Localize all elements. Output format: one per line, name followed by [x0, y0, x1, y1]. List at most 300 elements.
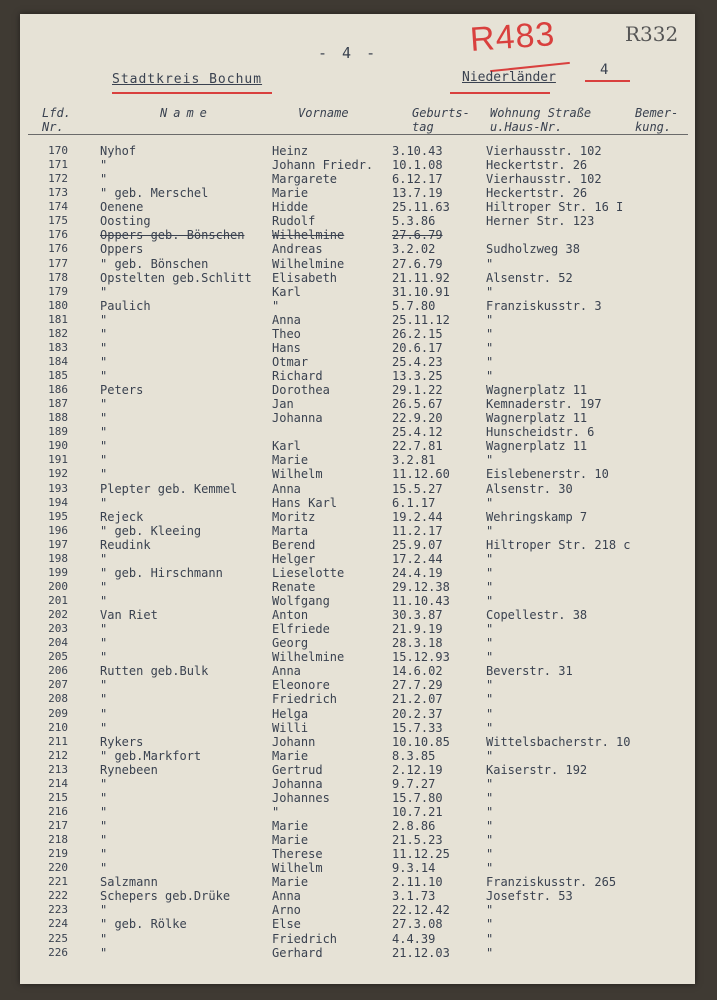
row-name: " — [100, 340, 108, 355]
table-row — [20, 313, 695, 327]
row-first-name: Helga — [272, 706, 309, 721]
row-residence: Kaiserstr. 192 — [486, 762, 588, 777]
row-name: Salzmann — [100, 875, 158, 890]
row-birth-date: 15.7.80 — [392, 790, 443, 805]
row-first-name: Hidde — [272, 200, 309, 215]
row-birth-date: 29.12.38 — [392, 579, 450, 594]
row-residence: Copellestr. 38 — [486, 608, 588, 623]
row-number: 204 — [48, 636, 68, 650]
table-row — [20, 875, 695, 889]
row-residence: " — [486, 776, 494, 791]
row-birth-date: 11.10.43 — [392, 594, 450, 608]
row-birth-date: 10.7.21 — [392, 804, 443, 819]
row-number: 220 — [48, 861, 68, 875]
table-row — [20, 636, 695, 650]
row-number: 171 — [48, 158, 68, 172]
row-birth-date: 6.12.17 — [392, 172, 443, 187]
row-name: " — [100, 650, 108, 665]
row-first-name: Margarete — [272, 172, 338, 187]
table-row — [20, 257, 695, 271]
row-number: 175 — [48, 214, 68, 228]
table-row — [20, 228, 695, 242]
row-number: 206 — [48, 664, 68, 678]
table-row — [20, 833, 695, 847]
row-birth-date: 21.12.03 — [392, 945, 450, 960]
row-name: Oenene — [100, 200, 144, 215]
row-name: " geb. Merschel — [100, 186, 209, 201]
row-first-name: Rudolf — [272, 214, 316, 229]
row-birth-date: 21.9.19 — [392, 622, 443, 637]
register-rows — [20, 144, 695, 960]
row-birth-date: 27.3.08 — [392, 917, 443, 932]
row-name: " geb. Hirschmann — [100, 565, 223, 580]
table-row — [20, 439, 695, 453]
table-row — [20, 917, 695, 931]
row-name: " — [100, 397, 108, 412]
row-birth-date: 28.3.18 — [392, 636, 443, 651]
row-first-name: Richard — [272, 369, 323, 383]
row-number: 225 — [48, 931, 68, 945]
row-number: 212 — [48, 748, 68, 762]
row-birth-date: 26.5.67 — [392, 397, 443, 412]
row-birth-date: 3.2.02 — [392, 242, 436, 257]
row-name: Schepers geb.Drüke — [100, 889, 231, 904]
row-residence: " — [486, 903, 494, 918]
row-name: " — [100, 622, 108, 637]
row-first-name: Marie — [272, 186, 309, 201]
row-first-name: Elfriede — [272, 622, 330, 637]
row-birth-date: 21.11.92 — [392, 270, 450, 285]
column-header-nr: Lfd. Nr. — [42, 106, 71, 134]
table-row — [20, 889, 695, 903]
row-birth-date: 3.10.43 — [392, 144, 443, 158]
row-number: 176 — [48, 242, 68, 256]
row-name: " geb. Rölke — [100, 917, 187, 932]
row-name: Paulich — [100, 298, 151, 313]
row-name: " geb.Markfort — [100, 748, 202, 763]
table-row — [20, 692, 695, 706]
row-residence: " — [486, 622, 494, 637]
row-residence: Wagnerplatz 11 — [486, 411, 588, 426]
table-row — [20, 946, 695, 960]
row-residence: " — [486, 326, 494, 341]
table-row — [20, 664, 695, 678]
row-number: 203 — [48, 622, 68, 636]
row-number: 209 — [48, 706, 68, 720]
archive-reference: R332 — [625, 22, 679, 46]
header-divider — [28, 134, 688, 135]
row-first-name: Gerhard — [272, 945, 323, 960]
table-row — [20, 566, 695, 580]
row-residence: Vierhausstr. 102 — [486, 172, 602, 187]
row-birth-date: 27.6.79 — [392, 228, 443, 243]
row-residence: " — [486, 650, 494, 665]
row-residence: Franziskusstr. 3 — [486, 298, 602, 313]
row-birth-date: 20.6.17 — [392, 340, 443, 355]
table-row — [20, 496, 695, 510]
row-residence: Hiltroper Str. 16 I — [486, 200, 624, 215]
row-birth-date: 25.4.12 — [392, 425, 443, 440]
row-name: " — [100, 439, 108, 454]
row-name: Van Riet — [100, 608, 158, 623]
row-birth-date: 8.3.85 — [392, 748, 436, 763]
table-row — [20, 341, 695, 355]
table-row — [20, 538, 695, 552]
row-name: " — [100, 790, 108, 805]
row-first-name: Helger — [272, 551, 316, 566]
table-row — [20, 678, 695, 692]
row-number: 219 — [48, 847, 68, 861]
row-birth-date: 5.3.86 — [392, 214, 436, 229]
row-residence: Herner Str. 123 — [486, 214, 595, 229]
column-header-first-name: Vorname — [298, 106, 349, 120]
row-first-name: Johann — [272, 734, 316, 749]
row-birth-date: 14.6.02 — [392, 664, 443, 679]
row-birth-date: 27.6.79 — [392, 256, 443, 271]
table-row — [20, 847, 695, 861]
row-residence: " — [486, 636, 494, 651]
row-birth-date: 10.1.08 — [392, 158, 443, 173]
row-name: " geb. Kleeing — [100, 523, 202, 538]
nationality-red-underline — [450, 92, 550, 94]
row-residence: " — [486, 819, 494, 833]
row-residence: " — [486, 340, 494, 355]
row-number: 215 — [48, 790, 68, 804]
row-first-name: Elisabeth — [272, 270, 338, 285]
table-row — [20, 467, 695, 481]
row-first-name: Marie — [272, 819, 309, 833]
row-first-name: " — [272, 804, 280, 819]
row-first-name: Georg — [272, 636, 309, 651]
row-first-name: Hans Karl — [272, 495, 338, 510]
row-name: " — [100, 354, 108, 369]
row-name: " — [100, 326, 108, 341]
row-residence: Heckertstr. 26 — [486, 186, 588, 201]
table-row — [20, 524, 695, 538]
row-first-name: Anna — [272, 664, 301, 679]
row-residence: " — [486, 551, 494, 566]
row-residence: Beverstr. 31 — [486, 664, 573, 679]
row-residence: Eislebenerstr. 10 — [486, 467, 609, 482]
row-first-name: Andreas — [272, 242, 323, 257]
row-residence: " — [486, 720, 494, 735]
row-birth-date: 25.9.07 — [392, 537, 443, 552]
row-birth-date: 25.11.12 — [392, 312, 450, 327]
row-first-name: Anton — [272, 608, 309, 623]
row-residence: " — [486, 354, 494, 369]
row-number: 226 — [48, 945, 68, 959]
column-header-residence: Wohnung Straße u.Haus-Nr. — [490, 106, 592, 134]
row-residence: Sudholzweg 38 — [486, 242, 580, 257]
row-number: 222 — [48, 889, 68, 903]
row-name: Oppers geb. Bönschen — [100, 228, 245, 243]
row-number: 170 — [48, 144, 68, 157]
row-residence: Hunscheidstr. 6 — [486, 425, 595, 440]
row-birth-date: 4.4.39 — [392, 931, 436, 946]
row-birth-date: 20.2.37 — [392, 706, 443, 721]
row-name: Rutten geb.Bulk — [100, 664, 209, 679]
row-number: 183 — [48, 340, 68, 354]
row-first-name: Gertrud — [272, 762, 323, 777]
row-name: " geb. Bönschen — [100, 256, 209, 271]
row-birth-date: 26.2.15 — [392, 326, 443, 341]
row-name: " — [100, 495, 108, 510]
row-name: " — [100, 312, 108, 327]
table-row — [20, 327, 695, 341]
row-birth-date: 13.3.25 — [392, 369, 443, 383]
row-number: 182 — [48, 326, 68, 340]
row-number: 223 — [48, 903, 68, 917]
row-number: 196 — [48, 523, 68, 537]
row-number: 224 — [48, 917, 68, 931]
table-row — [20, 299, 695, 313]
row-number: 195 — [48, 509, 68, 523]
row-residence: " — [486, 678, 494, 693]
table-row — [20, 552, 695, 566]
row-number: 221 — [48, 875, 68, 889]
row-name: " — [100, 411, 108, 426]
row-residence: Wagnerplatz 11 — [486, 383, 588, 398]
row-number: 197 — [48, 537, 68, 551]
row-number: 172 — [48, 172, 68, 186]
row-number: 187 — [48, 397, 68, 411]
row-name: " — [100, 819, 108, 833]
row-name: " — [100, 284, 108, 299]
row-first-name: Johanna — [272, 411, 323, 426]
district-red-underline — [112, 92, 272, 94]
row-birth-date: 24.4.19 — [392, 565, 443, 580]
row-birth-date: 11.12.25 — [392, 847, 450, 862]
row-number: 178 — [48, 270, 68, 284]
table-row — [20, 735, 695, 749]
row-first-name: Karl — [272, 439, 301, 454]
row-name: Rynebeen — [100, 762, 158, 777]
row-birth-date: 29.1.22 — [392, 383, 443, 398]
row-residence: Josefstr. 53 — [486, 889, 573, 904]
row-birth-date: 22.9.20 — [392, 411, 443, 426]
row-name: " — [100, 453, 108, 468]
table-row — [20, 144, 695, 158]
row-number: 216 — [48, 804, 68, 818]
row-birth-date: 2.11.10 — [392, 875, 443, 890]
row-number: 194 — [48, 495, 68, 509]
row-number: 201 — [48, 594, 68, 607]
row-number: 179 — [48, 284, 68, 298]
row-residence: " — [486, 312, 494, 327]
row-residence: Franziskusstr. 265 — [486, 875, 617, 890]
row-residence: " — [486, 495, 494, 510]
nationality-title: Niederländer — [462, 70, 556, 85]
sheet-red-underline — [585, 80, 630, 82]
row-name: Rejeck — [100, 509, 144, 524]
row-first-name: Theo — [272, 326, 301, 341]
row-first-name: Wilhelmine — [272, 228, 345, 243]
page-number: - 4 - — [318, 44, 379, 62]
row-first-name: Wilhelm — [272, 467, 323, 482]
row-birth-date: 10.10.85 — [392, 734, 450, 749]
row-first-name: Lieselotte — [272, 565, 345, 580]
row-first-name: Anna — [272, 312, 301, 327]
row-residence: " — [486, 594, 494, 608]
row-name: " — [100, 945, 108, 960]
row-birth-date: 15.12.93 — [392, 650, 450, 665]
row-first-name: Anna — [272, 889, 301, 904]
row-number: 199 — [48, 565, 68, 579]
row-first-name: Karl — [272, 284, 301, 299]
table-row — [20, 819, 695, 833]
table-row — [20, 861, 695, 875]
row-first-name: Friedrich — [272, 692, 338, 707]
row-residence: " — [486, 453, 494, 468]
row-residence: " — [486, 847, 494, 862]
row-name: Oosting — [100, 214, 151, 229]
table-row — [20, 903, 695, 917]
row-residence: " — [486, 917, 494, 932]
table-row — [20, 355, 695, 369]
table-row — [20, 453, 695, 467]
row-residence: " — [486, 579, 494, 594]
row-residence: " — [486, 790, 494, 805]
row-residence: Vierhausstr. 102 — [486, 144, 602, 158]
table-row — [20, 214, 695, 228]
row-number: 198 — [48, 551, 68, 565]
row-birth-date: 3.2.81 — [392, 453, 436, 468]
row-number: 189 — [48, 425, 68, 439]
table-row — [20, 580, 695, 594]
table-row — [20, 411, 695, 425]
row-first-name: Johannes — [272, 790, 330, 805]
row-birth-date: 30.3.87 — [392, 608, 443, 623]
row-residence: " — [486, 523, 494, 538]
row-residence: " — [486, 284, 494, 299]
row-residence: Wehringskamp 7 — [486, 509, 588, 524]
row-residence: " — [486, 833, 494, 848]
row-name: " — [100, 833, 108, 848]
row-residence: Heckertstr. 26 — [486, 158, 588, 173]
row-first-name: Wilhelmine — [272, 256, 345, 271]
row-first-name: Marie — [272, 748, 309, 763]
row-residence: " — [486, 565, 494, 580]
row-first-name: Friedrich — [272, 931, 338, 946]
row-name: Opstelten geb.Schlitt — [100, 270, 252, 285]
row-first-name: Wilhelmine — [272, 650, 345, 665]
table-row — [20, 186, 695, 200]
row-name: Peters — [100, 383, 144, 398]
row-number: 188 — [48, 411, 68, 425]
row-number: 185 — [48, 369, 68, 382]
row-birth-date: 21.5.23 — [392, 833, 443, 848]
table-row — [20, 271, 695, 285]
row-residence: Alsenstr. 30 — [486, 481, 573, 496]
row-name: " — [100, 692, 108, 707]
row-name: " — [100, 678, 108, 693]
row-name: " — [100, 706, 108, 721]
row-name: Nyhof — [100, 144, 137, 158]
table-row — [20, 749, 695, 763]
row-name: " — [100, 172, 108, 187]
table-row — [20, 932, 695, 946]
table-row — [20, 763, 695, 777]
red-pencil-reference: R483 — [468, 15, 557, 59]
row-residence: " — [486, 369, 494, 383]
row-number: 218 — [48, 833, 68, 847]
row-name: " — [100, 804, 108, 819]
row-birth-date: 22.7.81 — [392, 439, 443, 454]
table-row — [20, 397, 695, 411]
row-number: 191 — [48, 453, 68, 467]
row-first-name: Anna — [272, 481, 301, 496]
column-header-birth: Geburts- tag — [412, 106, 470, 134]
table-row — [20, 777, 695, 791]
row-birth-date: 11.12.60 — [392, 467, 450, 482]
table-row — [20, 285, 695, 299]
row-residence: Alsenstr. 52 — [486, 270, 573, 285]
table-row — [20, 425, 695, 439]
row-first-name: Jan — [272, 397, 294, 412]
row-name: " — [100, 903, 108, 918]
row-first-name: Renate — [272, 579, 316, 594]
document-page — [20, 14, 695, 984]
district-title: Stadtkreis Bochum — [112, 72, 263, 87]
row-name: " — [100, 720, 108, 735]
column-header-name: Name — [160, 106, 213, 120]
row-birth-date: 25.11.63 — [392, 200, 450, 215]
row-first-name: Arno — [272, 903, 301, 918]
row-residence: Wagnerplatz 11 — [486, 439, 588, 454]
row-number: 177 — [48, 256, 68, 270]
row-first-name: Hans — [272, 340, 301, 355]
table-row — [20, 510, 695, 524]
row-number: 193 — [48, 481, 68, 495]
row-name: " — [100, 636, 108, 651]
row-residence: Hiltroper Str. 218 c — [486, 537, 631, 552]
row-name: " — [100, 594, 108, 608]
row-birth-date: 31.10.91 — [392, 284, 450, 299]
row-first-name: Willi — [272, 720, 309, 735]
row-birth-date: 5.7.80 — [392, 298, 436, 313]
row-number: 184 — [48, 354, 68, 368]
row-name: Oppers — [100, 242, 144, 257]
row-first-name: Otmar — [272, 354, 309, 369]
table-row — [20, 608, 695, 622]
row-birth-date: 2.12.19 — [392, 762, 443, 777]
row-first-name: Eleonore — [272, 678, 330, 693]
row-first-name: Heinz — [272, 144, 309, 158]
row-first-name: Dorothea — [272, 383, 330, 398]
row-birth-date: 27.7.29 — [392, 678, 443, 693]
sheet-number: 4 — [600, 62, 609, 78]
row-birth-date: 21.2.07 — [392, 692, 443, 707]
table-row — [20, 650, 695, 664]
row-name: Rykers — [100, 734, 144, 749]
row-first-name: Berend — [272, 537, 316, 552]
row-number: 174 — [48, 200, 68, 214]
row-birth-date: 22.12.42 — [392, 903, 450, 918]
row-name: " — [100, 158, 108, 173]
row-birth-date: 3.1.73 — [392, 889, 436, 904]
row-first-name: Moritz — [272, 509, 316, 524]
row-number: 180 — [48, 298, 68, 312]
row-number: 186 — [48, 383, 68, 397]
table-row — [20, 622, 695, 636]
row-residence: " — [486, 804, 494, 819]
row-number: 200 — [48, 579, 68, 593]
row-first-name: Wolfgang — [272, 594, 330, 608]
row-first-name: Marta — [272, 523, 309, 538]
row-number: 202 — [48, 608, 68, 622]
table-row — [20, 805, 695, 819]
row-birth-date: 9.3.14 — [392, 861, 436, 876]
